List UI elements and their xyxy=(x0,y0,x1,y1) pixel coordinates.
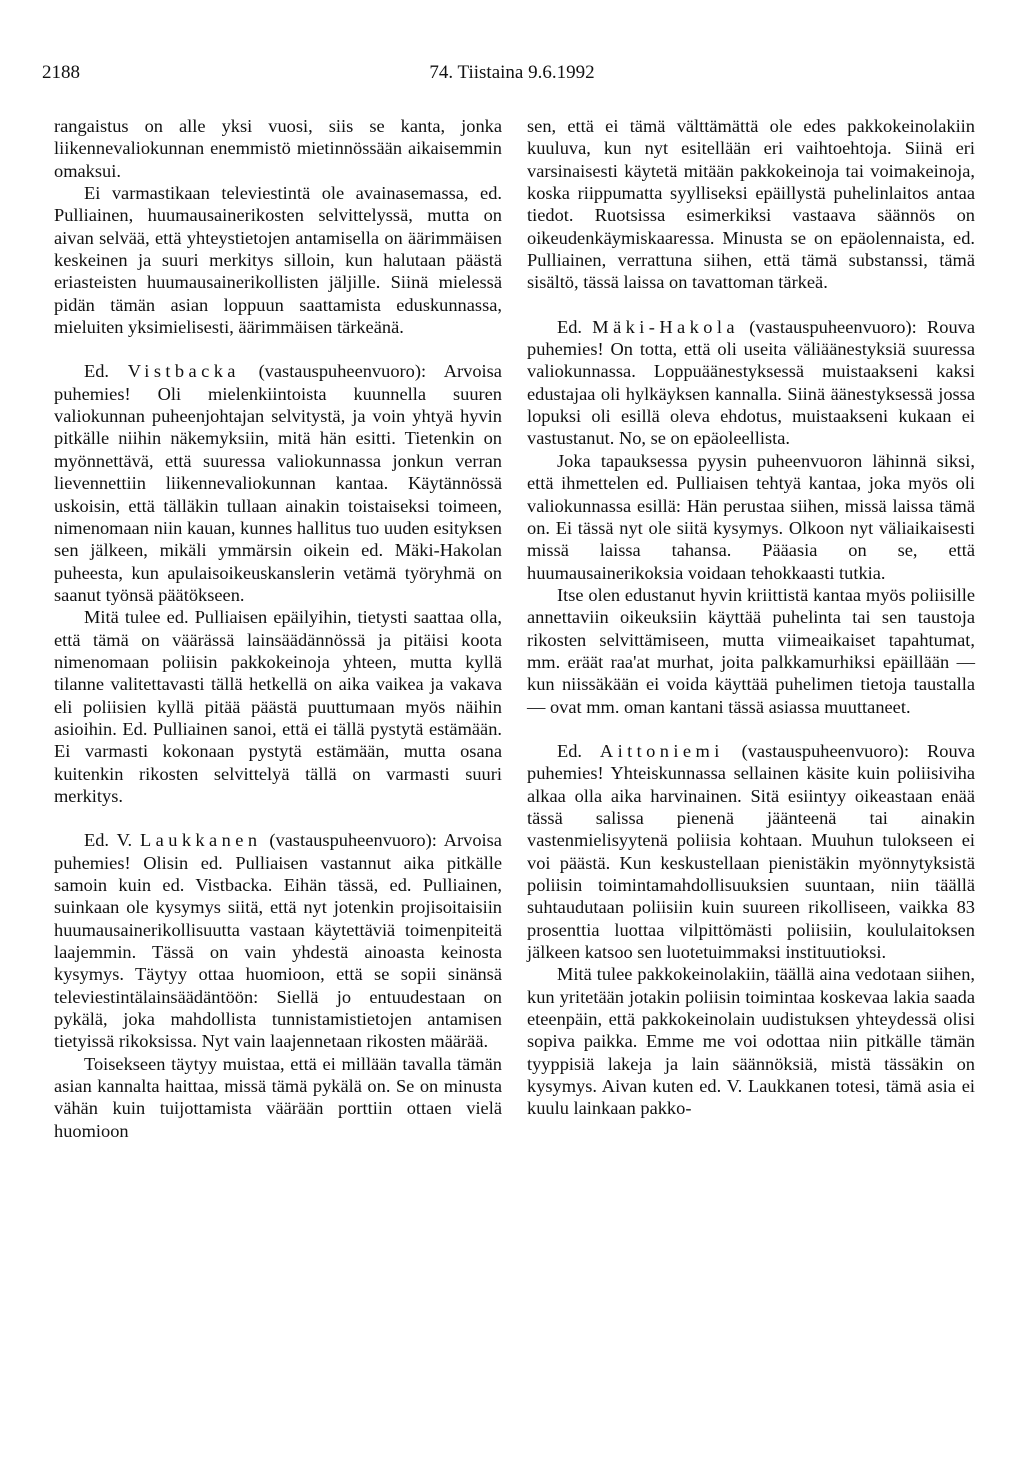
speech-text: Arvoisa puhemies! Olisin ed. Pulliaisen vastannut aika pitkälle samoin kuin ed. Vistbacka. Eihän tässä, ed. Pulliainen, suinkaan ole kysymys siitä, että nyt jotenkin projisoitaisiin huumausainerikollisuutta vastaan käytettäviä toimenpiteitä laajemmin. Tässä on vain yhdestä ainoasta keinosta kysymys. Täytyy ottaa huomioon, että se sopii sinänsä televiestintälainsäädäntöön: Siellä jo entuudestaan on pykälä, joka mahdollista tunnistamistietojen antamisen tietyissä rikoksissa. Nyt vain laajennetaan rikosten määrää. xyxy=(54,830,502,1052)
speech-text: Rouva puhemies! Yhteiskunnassa sellainen käsite kuin poliisiviha alkaa olla aika harvinainen. Sitä esiintyy oikeastaan enää tässä salissa pienenä jäänteenä tai ainakin vastenmielisyytenä poliisia kohtaan. Muuhun tulokseen ei voi päästä. Kun keskustellaan pienistäkin myönnytyksistä poliisin toimintamahdollisuuksien suuntaan, niin täällä suhtaudutaan poliisiin kuin suureen rikolliseen, vaikka 83 prosenttia luottaa vilpittömästi poliisiin, koululaitoksen jälkeen katsoo sen luotetuimmaksi instituutioksi. xyxy=(527,740,975,963)
speaker-prefix: Ed. xyxy=(557,740,583,761)
speaker-prefix: Ed. V. xyxy=(84,830,133,851)
speaker-name: Laukkanen xyxy=(139,830,262,851)
speech-type: (vastauspuheenvuoro): xyxy=(749,316,917,337)
speech-vistbacka xyxy=(54,360,502,606)
session-title: 74. Tiistaina 9.6.1992 xyxy=(429,62,595,83)
speech-text: Arvoisa puhemies! Oli mielenkiintoista kuunnella suuren valiokunnan puheenjohtajan selvitystä, ja voin yhtyä hyvin pitkälle niihin näkemyksiin, mitä hän esitti. Tietenkin on myönnettävä, että suuressa valiokunnassa jonkun verran lievennettiin liikennevaliokunnan kantaa. Käytännössä uskoisin, että tälläkin tullaan ainakin toistaiseksi toimeen, nimenomaan niin kauan, kunnes hallitus tuo uuden esityksen sen jälkeen, mikäli ymmärsin oikein ed. Mäki-Hakolan puheesta, kun apulaisoikeuskanslerin vetämä työryhmä on saanut työnsä päätökseen. xyxy=(54,361,502,605)
paragraph: sen, että ei tämä välttämättä ole edes pakkokeinolakiin kuuluva, kun nyt esitellään eri vaihtoehtoja. Siinä eri varsinaisesti käytetä mitään pakkokeinoja tai voimakeinoja, koska riippumatta syylliseksi epäillystä puhelinlaitos antaa tiedot. Ruotsissa esimerkiksi vastaava säännös on oikeudenkäymiskaaressa. Minusta se on epäolennaista, ed. Pulliainen, verrattuna siihen, että tämä substanssi, tämä sisältö, tässä laissa on tavattoman tärkeä. xyxy=(527,116,975,293)
spacer xyxy=(54,807,502,829)
right-column xyxy=(527,115,975,1120)
speech-aittoniemi xyxy=(527,740,975,963)
spacer xyxy=(54,338,502,360)
speech-type: (vastauspuheenvuoro): xyxy=(258,361,427,382)
page-header xyxy=(42,62,982,86)
speaker-prefix: Ed. xyxy=(84,361,110,382)
paragraph: Ei varmastikaan televiestintä ole avainasemassa, ed. Pulliainen, huumausainerikosten selvittelyssä, mutta on aivan selvää, että yhteystietojen antamisella on äärimmäisen keskeinen ja suuri merkitys silloin, kun halutaan päästä eriasteisten huumausainerikollisten jäljille. Siinä mielessä pidän tämän asian loppuun saattamista eduskunnassa, mieluiten yksimielisesti, äärimmäisen tärkeänä. xyxy=(54,183,502,338)
paragraph: Mitä tulee pakkokeinolakiin, täällä aina vedotaan siihen, kun yritetään jotakin poliisin toimintaa koskevaa lakia saada eteenpäin, että pakkokeinolain uudistuksen yhteydessä olisi sopiva paikka. Emme me voi odottaa niin pitkälle tämän tyyppisiä lakeja ja lain säännöksiä, mistä tässäkin on kysymys. Aivan kuten ed. V. Laukkanen totesi, tämä asia ei kuulu lainkaan pakko- xyxy=(527,964,975,1119)
paragraph: Toisekseen täytyy muistaa, että ei millään tavalla tämän asian kannalta haittaa, missä tämä pykälä on. Se on minusta vähän kuin tuijottamista väärään porttiin ottaen vielä huomioon xyxy=(54,1053,502,1141)
speech-type: (vastauspuheenvuoro): xyxy=(269,830,437,851)
speaker-name: Vistbacka xyxy=(127,361,240,382)
speech-laukkanen xyxy=(54,829,502,1052)
spacer xyxy=(527,718,975,740)
speaker-prefix: Ed. xyxy=(557,316,583,337)
speech-maki-hakola xyxy=(527,316,975,450)
speech-text: Rouva puhemies! On totta, että oli useita väliäänestyksiä suuressa valiokunnassa. Loppuäänestyksessä muistaakseni kaksi edustajaa oli hylkäyksen kannalla. Siinä äänestyksessä jossa lopuksi oli esillä oleva ehdotus, muistaakseni kukaan ei vastustanut. No, se on epäoleellista. xyxy=(527,316,975,449)
paragraph: Joka tapauksessa pyysin puheenvuoron lähinnä siksi, että ihmettelen ed. Pulliaisen tehtyä kantaa, joka myös oli valiokunnassa esillä: Hän perustaa siihen, missä laissa tämä on. Ei tässä nyt ole siitä kysymys. Olkoon nyt väliaikaisesti missä laissa tahansa. Pääasia on se, että huumausainerikoksia voidaan tehokkaasti tutkia. xyxy=(527,450,975,583)
paragraph: Mitä tulee ed. Pulliaisen epäilyihin, tietysti saattaa olla, että tämä on väärässä lainsäädännössä ja pitäisi koota nimenomaan poliisin pakkokeinoja yhteen, mutta kyllä tilanne valitettavasti tällä hetkellä on aika vaikea ja vakava eli poliisien kyllä pitää päästä puuttumaan myös näihin asioihin. Ed. Pulliainen sanoi, että ei tällä pystytä estämään. Ei varmasti kokonaan pystytä estämään, mutta osana kuitenkin rikosten selvittelyä tällä on varmasti suuri merkitys. xyxy=(54,607,502,806)
speaker-name: Aittoniemi xyxy=(599,740,724,761)
paragraph: rangaistus on alle yksi vuosi, siis se kanta, jonka liikennevaliokunnan enemmistö mietinnössään aikaisemmin omaksui. xyxy=(54,116,502,181)
paragraph: Itse olen edustanut hyvin kriittistä kantaa myös poliisille annettaviin oikeuksiin käyttää puhelinta tai sen taustoja rikosten selvittämiseen, mutta viimeaikaiset tapahtumat, mm. eräät raa'at murhat, joita palkkamurhiksi epäillään — kun niissäkään ei voida käyttää puhelimen tietoja taustalla — ovat mm. oman kantani tässä asiassa muuttaneet. xyxy=(527,584,975,717)
speaker-name: Mäki-Hakola xyxy=(592,316,739,337)
spacer xyxy=(527,294,975,316)
page-number: 2188 xyxy=(42,62,80,83)
left-column xyxy=(54,115,502,1142)
speech-type: (vastauspuheenvuoro): xyxy=(741,740,910,761)
